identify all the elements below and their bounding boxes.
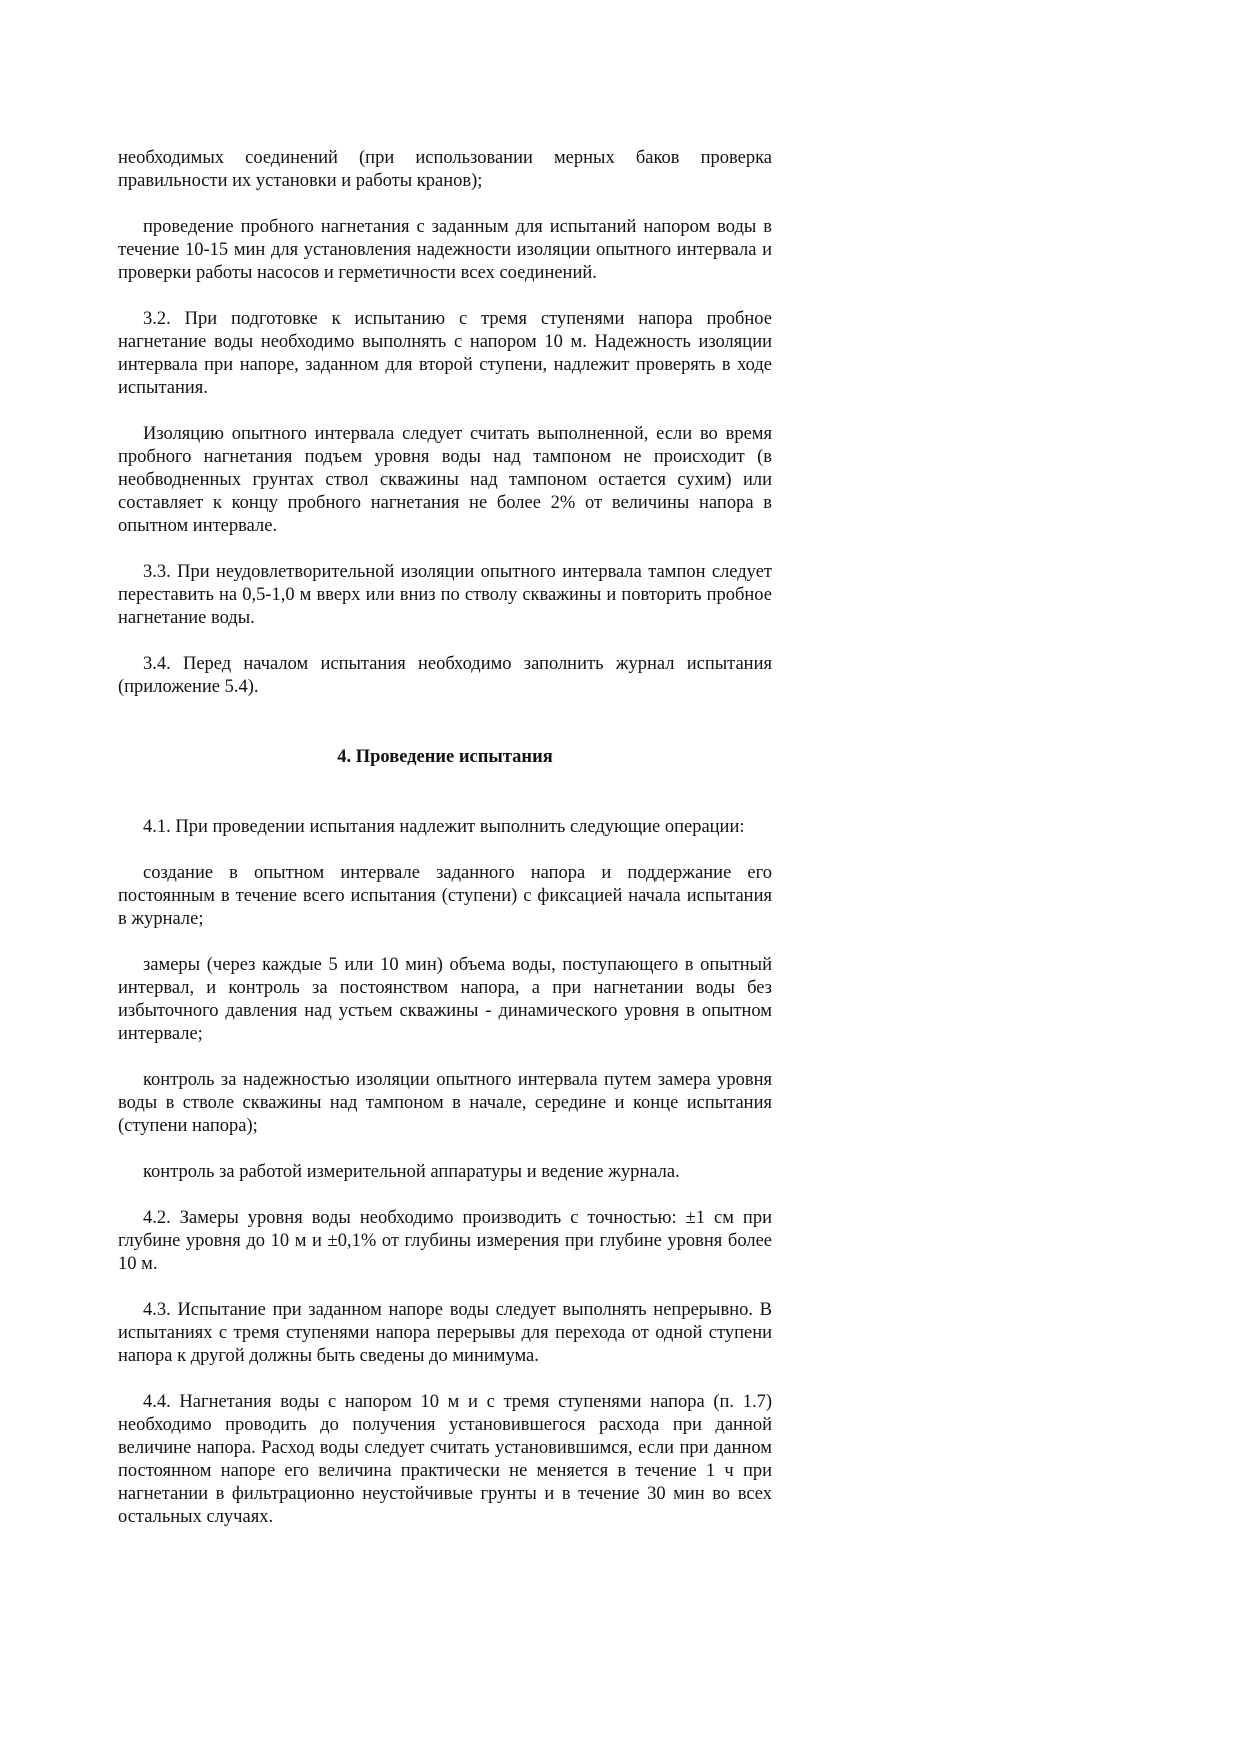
paragraph-4-4: 4.4. Нагнетания воды с напором 10 м и с тремя ступенями напора (п. 1.7) необходимо проводить до получения установившегося расхода при данной величине напора. Расход воды следует считать установившимся, если при данном постоянном напоре его величина практически не меняется в течение 1 ч при нагнетании в фильтрационно неустойчивые грунты и в течение 30 мин во всех остальных случаях. [118,1392,772,1527]
paragraph-measurements: замеры (через каждые 5 или 10 мин) объема воды, поступающего в опытный интервал, и контроль за постоянством напора, а при нагнетании воды без избыточного давления над устьем скважины - динамического уровня в опытном интервале; [118,955,772,1044]
paragraph-equipment-control: контроль за работой измерительной аппаратуры и ведение журнала. [143,1162,680,1182]
paragraph-continuation: необходимых соединений (при использовании мерных баков проверка правильности их установки и работы кранов); [118,148,772,191]
paragraph-4-2: 4.2. Замеры уровня воды необходимо производить с точностью: ±1 см при глубине уровня до 10 м и ±0,1% от глубины измерения при глубине уровня более 10 м. [118,1208,772,1274]
paragraph-trial-injection: проведение пробного нагнетания с заданным для испытаний напором воды в течение 10-15 мин для установления надежности изоляции опытного интервала и проверки работы насосов и герметичности всех соединений. [118,217,772,283]
section-heading: 4. Проведение испытания [337,747,553,767]
paragraph-isolation: Изоляцию опытного интервала следует считать выполненной, если во время пробного нагнетания подъем уровня воды над тампоном не происходит (в необводненных грунтах ствол скважины над тампоном остается сухим) или составляет к концу пробного нагнетания не более 2% от величины напора в опытном интервале. [118,424,772,536]
paragraph-isolation-control: контроль за надежностью изоляции опытного интервала путем замера уровня воды в стволе скважины над тампоном в начале, середине и конце испытания (ступени напора); [118,1070,772,1136]
paragraph-4-3: 4.3. Испытание при заданном напоре воды следует выполнять непрерывно. В испытаниях с тремя ступенями напора перерывы для перехода от одной ступени напора к другой должны быть сведены до минимума. [118,1300,772,1366]
paragraph-3-2: 3.2. При подготовке к испытанию с тремя ступенями напора пробное нагнетание воды необходимо выполнять с напором 10 м. Надежность изоляции интервала при напоре, заданном для второй ступени, надлежит проверять в ходе испытания. [118,309,772,398]
document-page [118,147,772,1552]
paragraph-3-3: 3.3. При неудовлетворительной изоляции опытного интервала тампон следует переставить на 0,5-1,0 м вверх или вниз по стволу скважины и повторить пробное нагнетание воды. [118,562,772,628]
paragraph-create-head: создание в опытном интервале заданного напора и поддержание его постоянным в течение всего испытания (ступени) с фиксацией начала испытания в журнале; [118,863,772,929]
paragraph-3-4: 3.4. Перед началом испытания необходимо заполнить журнал испытания (приложение 5.4). [118,654,772,697]
paragraph-4-1: 4.1. При проведении испытания надлежит выполнить следующие операции: [143,817,745,837]
